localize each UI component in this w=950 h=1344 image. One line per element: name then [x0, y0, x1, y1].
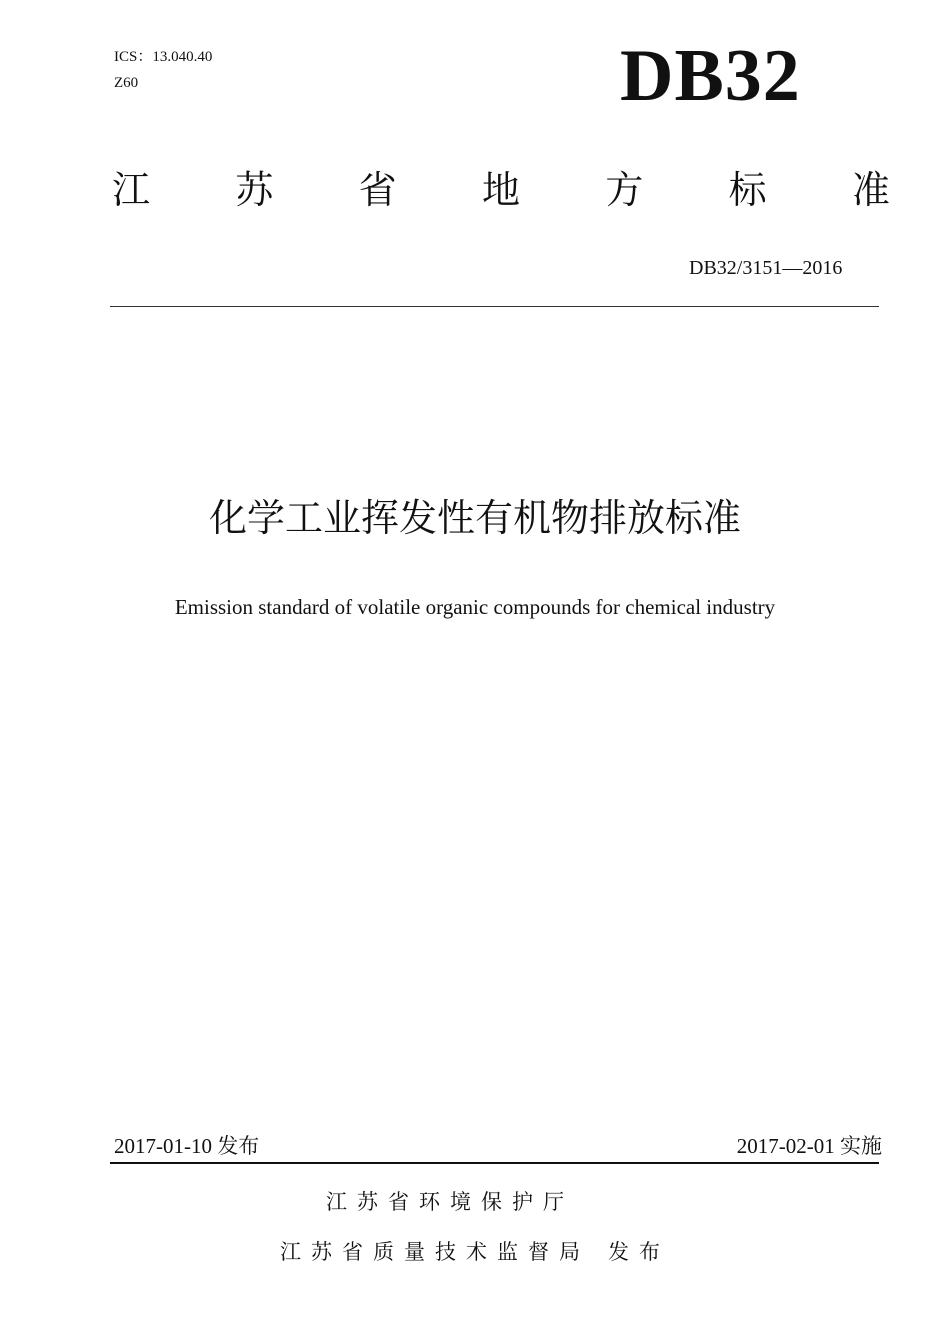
- document-title-chinese: 化学工业挥发性有机物排放标准: [208, 496, 741, 540]
- standard-type-char: 省: [358, 168, 397, 212]
- standard-code-logo: DB32: [620, 35, 801, 117]
- issuer-quality-bureau: 江苏省质量技术监督局: [280, 1240, 590, 1264]
- document-title-english: Emission standard of volatile organic compounds for chemical industry: [174, 595, 776, 619]
- issue-date-label: 发布: [217, 1134, 260, 1158]
- issuer-environment-department: 江苏省环境保护厅: [326, 1190, 574, 1214]
- issue-date-value: 2017-01-10: [114, 1134, 212, 1158]
- implementation-date-value: 2017-02-01: [736, 1134, 835, 1158]
- standard-type-char: 地: [481, 168, 520, 212]
- footer-divider: [110, 1162, 879, 1164]
- implementation-date-label: 实施: [840, 1134, 882, 1158]
- standard-number: DB32/3151—2016: [689, 257, 843, 279]
- standard-type-char: 江: [112, 168, 151, 212]
- publish-label: 发布: [608, 1240, 670, 1264]
- issue-date: [114, 1133, 259, 1159]
- ccs-code: Z60: [114, 75, 139, 91]
- standard-type-heading: [112, 168, 890, 212]
- header-divider: [110, 306, 879, 307]
- standard-type-char: 准: [851, 168, 890, 212]
- standard-type-char: 方: [605, 168, 644, 212]
- standard-type-char: 标: [728, 168, 767, 212]
- standard-type-char: 苏: [235, 168, 274, 212]
- ics-code: ICS：13.040.40: [114, 49, 213, 65]
- issuer-line-quality-bureau: [0, 1238, 950, 1266]
- implementation-date: [737, 1133, 882, 1159]
